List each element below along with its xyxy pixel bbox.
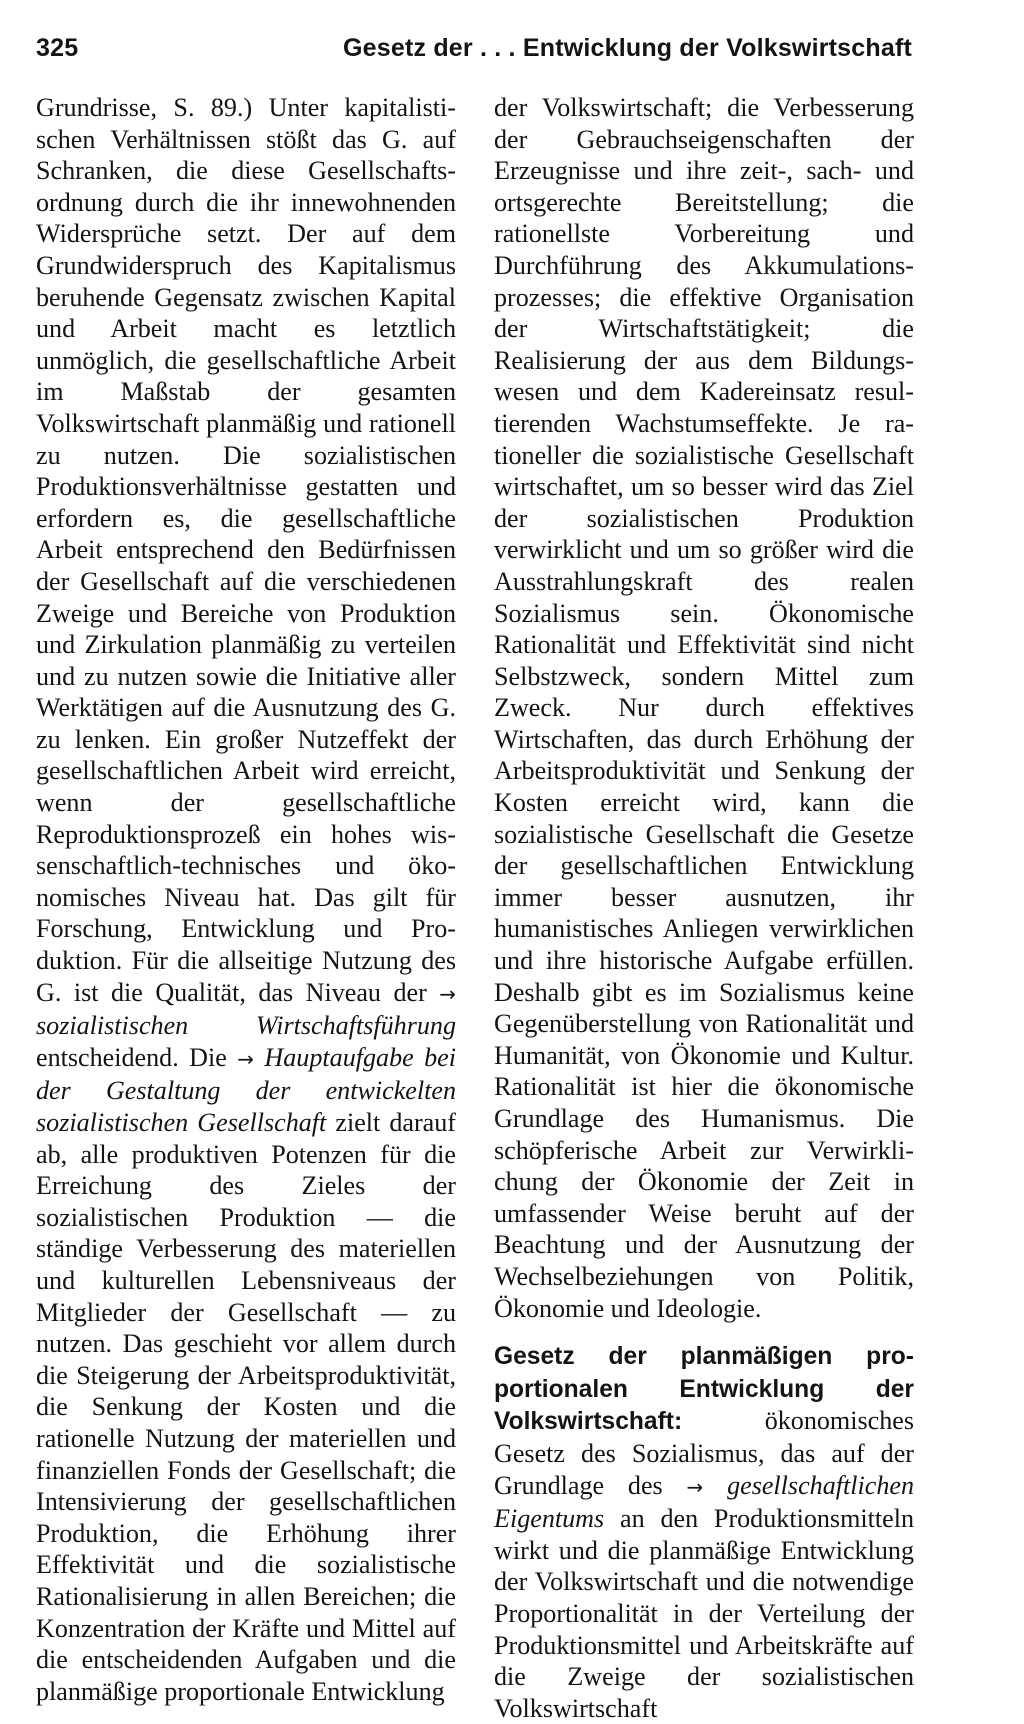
page-header (36, 34, 912, 74)
dictionary-entry (494, 1340, 914, 1724)
cross-reference-link[interactable]: gesellschaftlichen Eigentums (494, 1470, 915, 1534)
text-segment: der Volkswirtschaft; die Verbesserung der Gebrauchseigenschaften der Erzeugnisse und ihre zeit-, sach- und ortsgerechte Bereitstellung; die rationellste Vorbereitung und Durchführung des Akkumulationsprozesses; die effektive Organisation der Wirtschaftstätigkeit; die Realisierung der aus dem Bildungswesen und dem Kadereinsatz resultierenden Wachstumseffekte. Je rationeller die sozialistische Gesellschaft wirtschaftet, um so besser wird das Ziel der sozialistischen Produktion verwirklicht und um so größer wird die Ausstrahlungskraft des realen Sozialismus sein. Ökonomische Rationalität und Effektivität sind nicht Selbstzweck, sondern Mittel zum Zweck. Nur durch effektives Wirtschaften, das durch Erhöhung der Arbeitsproduktivität und Senkung der Kosten erreicht wird, kann die sozialistische Gesellschaft die Gesetze der gesellschaftlichen Entwicklung immer besser ausnutzen, ihr humanistisches Anliegen verwirklichen und ihre historische Aufgabe erfüllen. Deshalb gibt es im Sozialismus keine Gegenüberstellung von Rationalität und Humanität, von Ökonomie und Kultur. Rationalität ist hier die ökonomische Grundlage des Humanismus. Die schöpferische Arbeit zur Verwirklichung der Ökonomie der Zeit in umfassender Weise beruht auf der Beachtung und der Ausnutzung der Wechselbeziehungen von Politik, Ökonomie und Ideologie. (494, 93, 914, 1323)
text-segment: an den Produktionsmitteln wirkt und die planmäßige Entwicklung der Volkswirtschaft und die notwendige Proportionalität in der Verteilung der Produktionsmittel und Arbeitskräfte auf die Zweige der sozialistischen Volkswirtschaft (494, 1504, 914, 1723)
paragraph-continuation (36, 92, 456, 1707)
entry-separator (494, 1324, 914, 1340)
right-column (494, 92, 914, 1724)
text-segment: Grundrisse, S. 89.) Unter kapitalistischen Verhältnissen stößt das G. auf Schranken, die diese Gesellschaftsordnung durch die ihr innewohnenden Widersprüche setzt. Der auf dem Grundwiderspruch des Kapitalismus beruhende Gegensatz zwischen Kapital und Arbeit macht es letztlich unmöglich, die gesellschaftliche Arbeit im Maßstab der gesamten Volkswirtschaft planmäßig und rationell zu nutzen. Die sozialistischen Produktionsverhältnisse gestatten und erfordern es, die gesellschaftliche Arbeit entsprechend den Bedürfnissen der Gesellschaft auf die verschiedenen Zweige und Bereiche von Produktion und Zirkulation planmäßig zu verteilen und zu nutzen sowie die Initiative aller Werktätigen auf die Ausnutzung des G. zu lenken. Ein großer Nutzeffekt der gesellschaftlichen Arbeit wird erreicht, wenn der gesellschaftliche Reproduktionsprozeß ein hohes wissenschaftlich-technisches und ökonomisches Niveau hat. Das gilt für Forschung, Entwicklung und Produktion. Für die allseitige Nutzung des G. ist die Qualität, das Niveau der (36, 93, 456, 1007)
text-segment: zielt darauf ab, alle produktiven Potenzen für die Erreichung des Zieles der sozialistischen Produktion — die ständige Verbesserung des materiellen und kulturellen Lebensniveaus der Mitglieder der Gesellschaft — zu nutzen. Das geschieht vor allem durch die Steigerung der Arbeitsproduktivität, die Senkung der Kosten und die rationelle Nutzung der materiellen und finanziellen Fonds der Gesellschaft; die Intensivierung der gesellschaftlichen Produktion, die Erhöhung ihrer Effektivität und die sozialistische Rationalisierung in allen Bereichen; die Konzentration der Kräfte und Mittel auf die entscheidenden Aufgaben und die planmäßige proportionale Entwicklung (36, 1108, 456, 1706)
cross-reference-link[interactable]: sozialistischen Wirtschaftsführung (36, 1011, 456, 1041)
left-column (36, 92, 456, 1707)
entry-headword: Gesetz der planmäßigen proportionalen Entwicklung der Volkswirtschaft: (494, 1343, 914, 1436)
running-head: Gesetz der . . . Entwicklung der Volkswirtschaft (343, 34, 912, 62)
text-segment: entscheidend. Die (36, 1042, 238, 1072)
cross-reference-arrow-icon: → (237, 1046, 254, 1071)
cross-reference-arrow-icon: → (439, 981, 456, 1006)
cross-reference-link[interactable]: Hauptaufgabe bei der Gestaltung der entwickelten sozialistischen Gesellschaft (36, 1042, 456, 1137)
text-segment: ökonomisches Gesetz des Sozialismus, das auf der Grundlage des (494, 1406, 914, 1500)
page-number: 325 (36, 34, 79, 62)
cross-reference-arrow-icon: → (686, 1474, 704, 1499)
paragraph-continuation (494, 92, 914, 1324)
